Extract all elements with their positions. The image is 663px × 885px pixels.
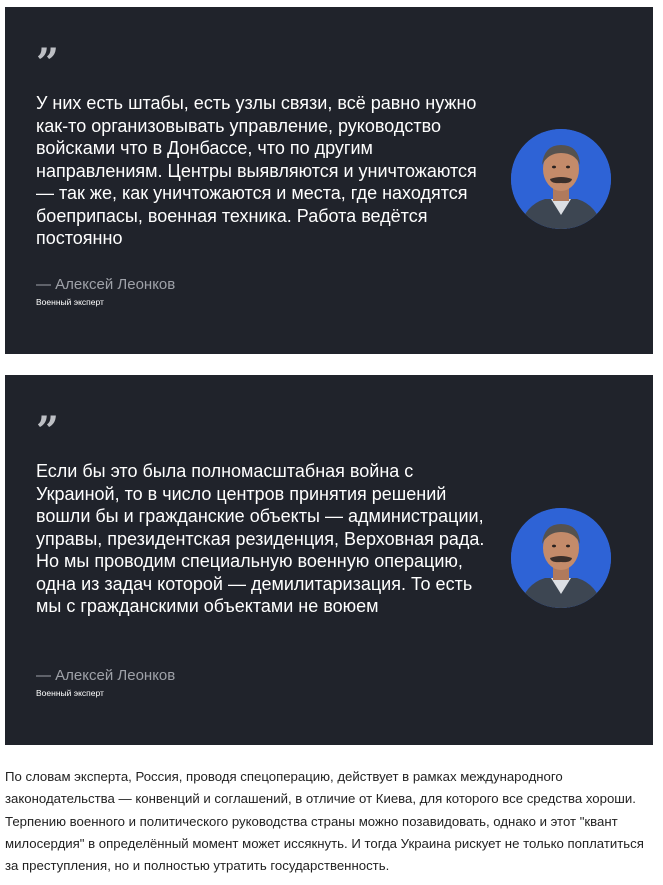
article-paragraph: По словам эксперта, Россия, проводя спецоперацию, действует в рамках международного законодательства — конвенций и соглашений, в отличие от Киева, для которого все средства хороши. Терпению военного и политического руководства страны можно позавидовать, однако и этот "квант милосердия" в определённый момент может иссякнуть. И тогда Украина рискует не только поплатиться за преступления, но и полностью утратить государственность. [5,769,644,874]
quote-author: — Алексей Леонков [36,667,176,684]
quote-author: — Алексей Леонков [36,276,176,293]
quote-author-role: Военный эксперт [36,297,104,307]
expert-portrait [511,129,611,229]
quote-mark-icon: ” [36,40,56,87]
quote-text: У них есть штабы, есть узлы связи, всё равно нужно как-то организовывать управление, руководство войсками что в Донбассе, что по другим направлениям. Центры выявляются и уничтожаются — так же, как уничтожаются и места, где находятся боеприпасы, военная техника. Работа ведётся постоянно [36,93,477,248]
expert-avatar [511,129,611,229]
quote-text: Если бы это была полномасштабная война с Украиной, то в число центров принятия решений вошли бы и гражданские объекты — администрации, управы, президентская резиденция, Верховная рада. Но мы проводим специальную военную операцию, одна из задач которой — демилитаризация. То есть мы с гражданскими объектами не воюем [36,461,485,616]
quote-author-role: Военный эксперт [36,688,104,698]
expert-avatar [511,508,611,608]
quote-mark-icon: ” [36,408,56,455]
expert-portrait [511,508,611,608]
